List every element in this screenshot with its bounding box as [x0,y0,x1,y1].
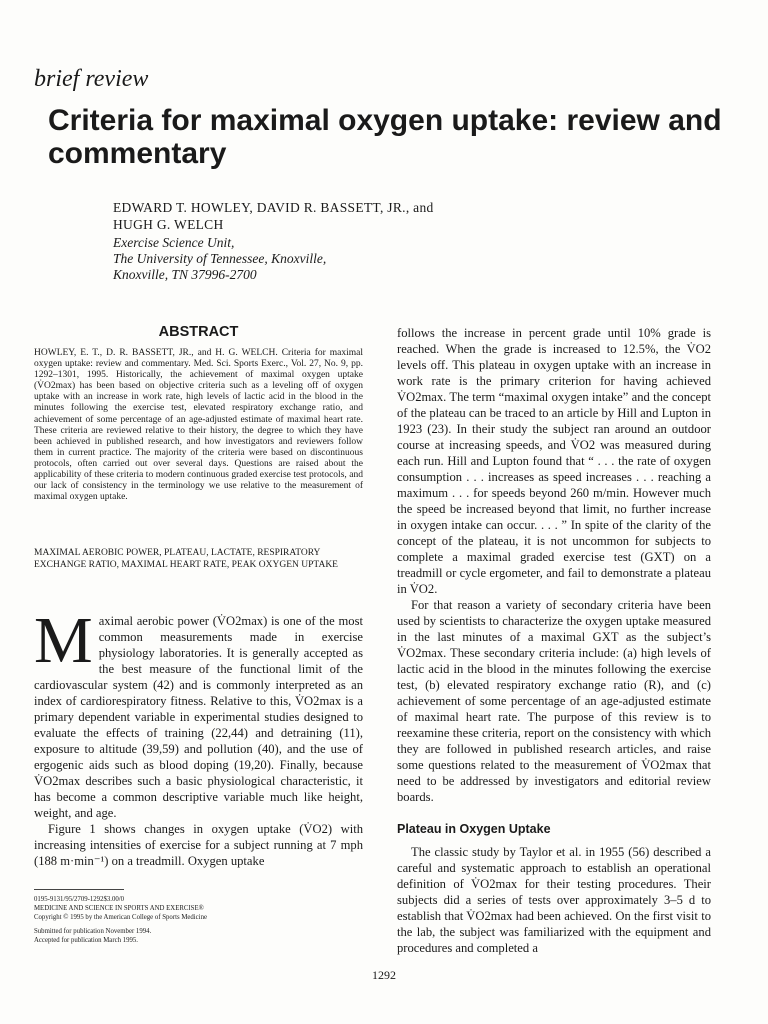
intro-paragraph: aximal aerobic power (V̇O2max) is one of the most common measurements made in exercise physiology laboratories. It is generally accepted as the best measure of the functional limit of the cardiovascular system (42) and is commonly interpreted as an index of cardiorespiratory fitness. Relative to this, V̇O2max is a primary dependent variable in experimental studies designed to evaluate the effects of training (22,44) and detraining (11), exposure to altitude (39,59) and pollution (40), and the use of ergogenic aids such as blood doping (19,20). Finally, because V̇O2max describes such a basic physiological characteristic, it has become a common descriptive variable much like height, weight, and age. [34,614,363,820]
keywords: MAXIMAL AEROBIC POWER, PLATEAU, LACTATE, RESPIRATORY EXCHANGE RATIO, MAXIMAL HEART RATE, PEAK OXYGEN UPTAKE [34,548,338,570]
author-line: EDWARD T. HOWLEY, DAVID R. BASSETT, JR., and [113,200,434,215]
footnote [34,895,363,945]
abstract-heading: ABSTRACT [158,324,239,340]
footnote-line: Copyright © 1995 by the American College of Sports Medicine [34,914,207,922]
footnote-line: 0195-9131/95/2709-1292$3.00/0 [34,896,125,903]
section-label: brief review [34,66,149,92]
footnote-line: MEDICINE AND SCIENCE IN SPORTS AND EXERCISE® [34,905,204,913]
section-heading: Plateau in Oxygen Uptake [397,822,551,836]
intro-paragraph: Figure 1 shows changes in oxygen uptake (V̇O2) with increasing intensities of exercise for a subject running at 7 mph (188 m·min⁻¹) on a treadmill. Oxygen uptake [34,822,363,868]
body-paragraph: The classic study by Taylor et al. in 1955 (56) described a careful and systematic approach to establish an operational definition of V̇O2max for their testing procedures. Their subjects did a series of tests over approximately 3–5 d to establish that V̇O2max had been achieved. On the first visit to the lab, the subject was familiarized with the equipment and procedures and completed a [397,845,711,955]
right-column-text-2 [397,844,711,956]
drop-cap: M [34,604,93,677]
body-paragraph: follows the increase in percent grade until 10% grade is reached. When the grade is increased to 12.5%, the V̇O2 levels off. This plateau in oxygen uptake with an increase in work rate is the primary criterion for having achieved V̇O2max. The term “maximal oxygen intake” and the concept of the plateau can be traced to an article by Hill and Lupton in 1923 (23). In their study the subject ran around an outdoor course at increasing speeds, and V̇O2 was measured during each run. Hill and Lupton found that “ . . . the rate of oxygen consumption . . . increases as speed increases . . . reaching a maximum . . . for speeds beyond 260 m/min. However much the speed be increased beyond that limit, no further increase in oxygen intake can occur. . . . ” In spite of the clarity of the concept of the plateau, it is not uncommon for subjects to complete a maximal graded exercise test (GXT) on a treadmill or cycle ergometer, and fail to demonstrate a plateau in V̇O2. [397,326,711,596]
affiliation-line: Exercise Science Unit, [113,235,235,250]
footnote-divider [34,889,124,890]
article-title: Criteria for maximal oxygen uptake: review and commentary [48,104,722,170]
body-paragraph: For that reason a variety of secondary criteria have been used by scientists to characterize the oxygen uptake measured in the last minutes of a maximal GXT as the subject’s V̇O2max. These secondary criteria include: (a) high levels of lactic acid in the blood in the minutes following the exercise test, (b) elevated respiratory exchange ratio (R), and (c) achievement of some percentage of an age-adjusted estimate of maximal heart rate. The purpose of this review is to reexamine these criteria, report on the consistency with which they are followed in published research articles, and raise some questions related to the measurement of V̇O2max that need to be addressed by investigators and editorial review boards. [397,598,711,804]
affiliation [113,235,593,283]
author-line: HUGH G. WELCH [113,217,224,232]
footnote-line: Accepted for publication March 1995. [34,936,138,944]
abstract-text: HOWLEY, E. T., D. R. BASSETT, JR., and H. G. WELCH. Criteria for maximal oxygen uptake: review and commentary. Med. Sci. Sports Exerc., Vol. 27, No. 9, pp. 1292–1301, 1995. Historically, the achievement of maximal oxygen uptake (V̇O2max) has been based on objective criteria such as a leveling off of oxygen uptake with an increase in work rate, high levels of lactic acid in the blood in the minutes following the exercise test, elevated respiratory exchange ratio, and achievement of some percentage of an age-adjusted estimate of maximal heart rate. These criteria are reviewed relative to their history, the degree to which they have been achieved in published research, and how investigators and reviewers follow them in current practice. The majority of the criteria were based on discontinuous protocols, often carried out over several days. Questions are raised about the applicability of these criteria to modern continuous graded exercise test protocols, and our lack of consistency in the terminology we use relative to the measurement of maximal oxygen uptake. [34,348,363,503]
intro-section [34,604,363,869]
page-number: 1292 [372,968,396,982]
affiliation-line: Knoxville, TN 37996-2700 [113,267,257,282]
affiliation-line: The University of Tennessee, Knoxville, [113,251,327,266]
author-list [113,199,593,233]
footnote-line: Submitted for publication November 1994. [34,927,152,935]
right-column-text [397,325,711,805]
